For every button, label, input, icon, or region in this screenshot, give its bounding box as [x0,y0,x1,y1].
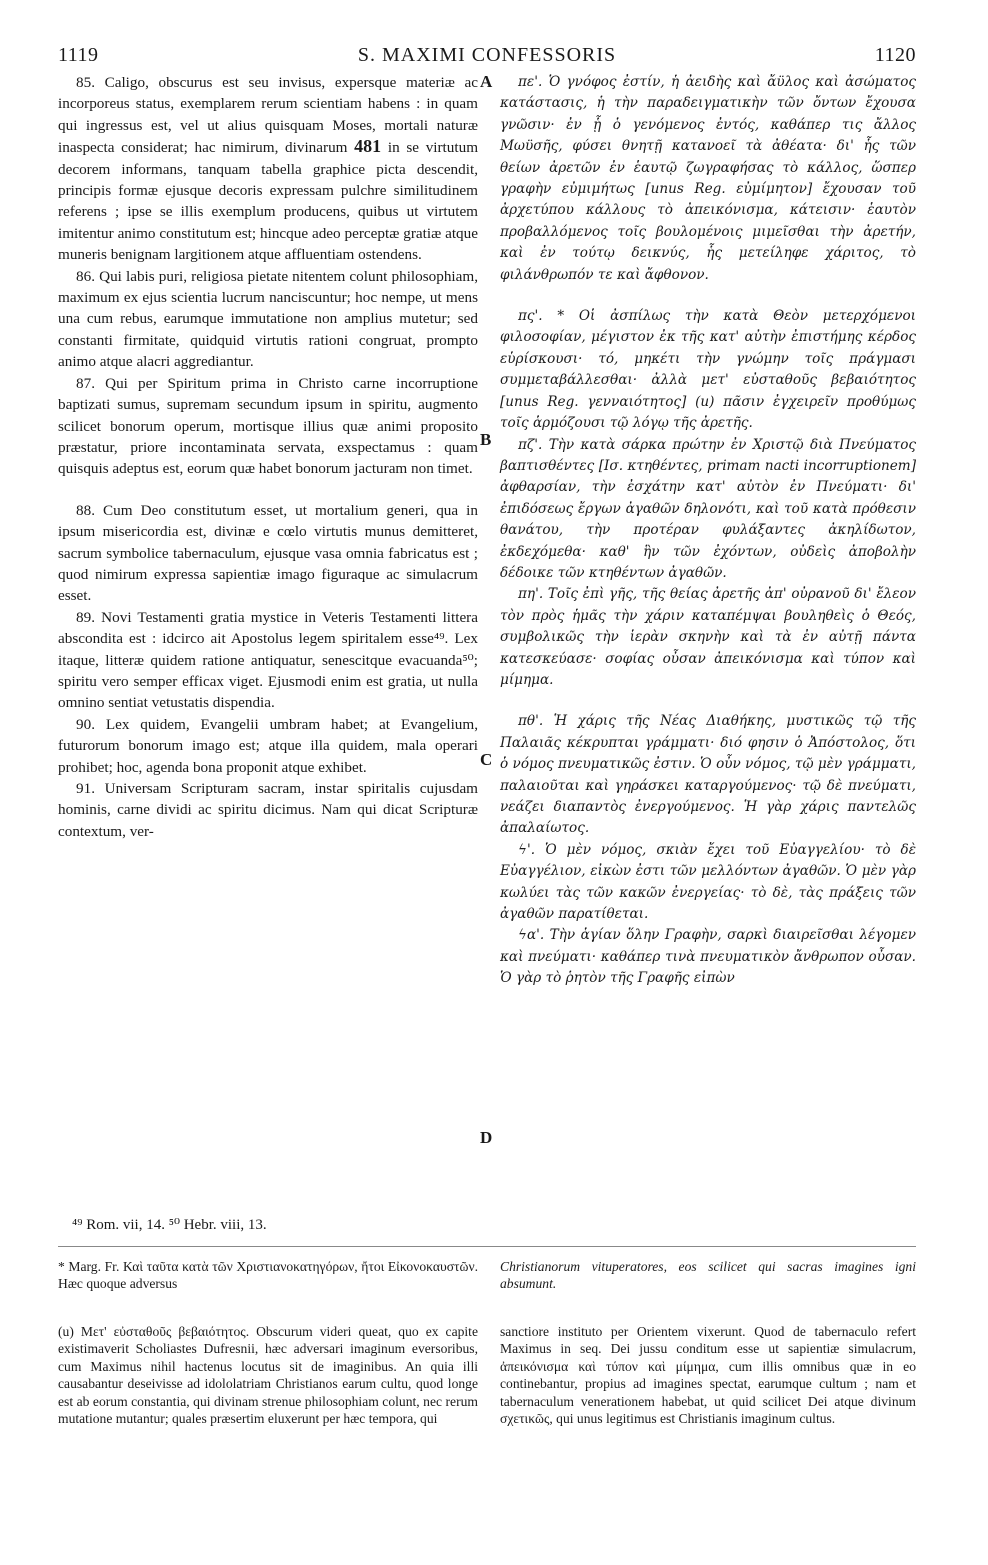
greek-paragraph-85: πε'. Ὁ γνόφος ἐστίν, ἡ ἀειδὴς καὶ ἄϋλος καὶ ἀσώματος κατάστασις, ἡ τὴν παραδειγματικὴν τῶν ὄντων ἔχουσα γνῶσιν· ἐν ᾗ ὁ γενόμενος ἐντός, καθάπερ τις ἄλλος Μωϋσῆς, φύσει θνητῇ κατανοεῖ τὰ ἀθέατα· δι' ἧς τῶν θείων ἀρετῶν ἐν ἑαυτῷ ζωγραφήσας τὸ κάλλος, ὥσπερ γραφὴν εὐμιμήτως [unus Reg. εὐμίμητον] ἔχουσαν τοῦ ἀρχετύπου κάλλους τὸ ἀπεικόνισμα, κάτεισιν· ἑαυτὸν προβαλλόμενος τοῖς βουλομένοις μιμεῖσθαι τὴν ἀρετήν, καὶ ἐν τούτῳ δεικνύς, ἧς μετείληφε χάριτος, τὸ φιλάνθρωπόν τε καὶ ἄφθονον. [500,74,916,283]
latin-paragraph-85: 85. Caligo, obscurus est seu invisus, expersque materiæ ac incorporeus status, exemplarem rerum scientiam habens : in quam qui ingressus est, vel ut alius quisquam Moses, mortali naturæ inaspecta considerat; hac nimirum, divinarum 481 in se virtutum decorem informans, tanquam tabella graphice picta descendit, principis formæ ejusque decoris expressam pulchre similitudinem referens ; ipse se illis exemplum producens, quibus ut virtutem imitentur animo constitutum est; hincque adeo perceptæ gratiæ atque muneris benignam largitionem atque affluentiam ostendens. [58,74,479,264]
greek-paragraph-90: ϟ'. Ὁ μὲν νόμος, σκιὰν ἔχει τοῦ Εὐαγγελίου· τὸ δὲ Εὐαγγέλιον, εἰκὼν ἐστι τῶν μελλόντων ἀγαθῶν. Ὁ μὲν γὰρ κωλύει τὰς τῶν κακῶν ἐνεργείας· τὸ δὲ, τὰς πράξεις τῶν ἀγαθῶν παρατίθεται. [500,841,916,923]
greek-paragraph-88: πη'. Τοῖς ἐπὶ γῆς, τῆς θείας ἀρετῆς ἀπ' οὐρανοῦ δι' ἔλεον τὸν πρὸς ἡμᾶς τὴν χάριν καταπέμψαι βουληθεὶς ὁ Θεός, συμβολικῶς τὴν ἱερὰν σκηνὴν καὶ τὰ ἐν αὐτῇ πάντα κατεσκεύασε· σοφίας οὖσαν ἀπεικόνισμα καὶ τύπον καὶ μίμημα. [500,586,916,688]
greek-paragraph-87: πζ'. Τὴν κατὰ σάρκα πρώτην ἐν Χριστῷ διὰ Πνεύματος βαπτισθέντες [Ισ. κτηθέντες, primam nacti incorruptionem] ἀφθαρσίαν, τὴν ἐσχάτην κατ' αὐτὸν ἐν Πνεύματι· δι' ἐπιδόσεως ἔργων ἀγαθῶν δηλονότι, καὶ τοῦ κατὰ πρόθεσιν θανάτου, τὴν προτέραν φυλάξαντες ἀκηλίδωτον, ἐκδεχόμεθα· καθ' ἣν τῶν ἐχόντων, οὐδεὶς ἀποβολὴν δέδοικε τῶν κτηθέντων ἀγαθῶν. [500,436,916,581]
note-u-left: (u) Μετ' εὐσταθοῦς βεβαιότητος. Obscurum videri queat, quo ex capite existimaverit Scholiastes Dufresnii, hæc adversari imaginum eversoribus, cum Maximus nihil hactenus locutus sit de imaginibus. An quia illi causabantur deseivisse ad idololatriam Christianos earum cultu, quod longe est ab eorum constantia, qui divinam strenue philosophiam colunt, nec rerum mutatione mutantur; quales præsertim eluxerunt per hæc tempora, qui [58,1324,478,1427]
scripture-references: ⁴⁹ Rom. vii, 14. ⁵⁰ Hebr. viii, 13. [72,1217,267,1233]
notes-separator [58,1246,916,1247]
latin-paragraph-86: 86. Qui labis puri, religiosa pietate nitentem colunt philosophiam, maximum ex ejus scientia lucrum nanciscuntur; hoc nempe, ut mens una cum rebus, earumque immutatione non amplius mutetur; sed constanti firmitate, quidquid virtutis rationi congruat, prompto animo atque alacri aggrediantur. [58,267,478,371]
latin-paragraph-91: 91. Universam Scripturam sacram, instar spiritalis cujusdam hominis, carne dividi ac spiritu dicimus. Nam qui dicat Scripturæ contextum, ver- [58,780,478,840]
latin-paragraph-89: 89. Novi Testamenti gratia mystice in Veteris Testamenti littera abscondita est : idcirco ait Apostolus legem spiritalem esse⁴⁹. Lex itaque, litteræ quidem ratione antiquatur, senescitque evacuanda⁵⁰; spiritu vero semper efficax viget. Ejusmodi enim est gratia, ut nulla omnino sentiat vetustatis dispendia. [58,608,478,712]
greek-paragraph-86: πς'. * Οἱ ἀσπίλως τὴν κατὰ Θεὸν μετερχόμενοι φιλοσοφίαν, μέγιστον ἐκ τῆς κατ' αὐτὴν ἐπιστήμης κέρδος εὑρίσκουσι· τό, μηκέτι τὴν γνώμην τοῖς πράγμασι συμμεταβάλλεσθαι· ἀλλὰ μετ' εὐσταθοῦς βεβαιότητος [unus Reg. γενναιότητος] (u) πᾶσιν ἐγχειρεῖν προθύμως τοῖς ἁρμόζουσι τῷ λόγῳ τῆς ἀρετῆς. [500,308,916,432]
latin-paragraph-87: 87. Qui per Spiritum prima in Christo carne incorruptione baptizati sumus, supremam secundum ipsum in spiritu, augmento scilicet bonorum operum, mortisque illius quæ animi proposito præstatur, priore incontaminata servata, exspectamus : quam quisquis adeptus est, eorum quæ habet bonorum jacturam non timet. [58,374,478,478]
margin-note-right: Christianorum vituperatores, eos scilicet qui sacras imagines igni absumunt. [500,1259,916,1292]
note-u-right: sanctiore instituto per Orientem vixerunt. Quod de tabernaculo refert Maximus in seq. Dei jussu conditum esse ut sapientiæ simulacrum, ἀπεικόνισμα καὶ τύπον καὶ μίμημα, cum illis omnibus quæ in eo continebantur, propius ad imagines spectat, earumque cultum ; nam et tabernaculum venerationem habebat, ut quid scilicet Dei atque divinum σχετικῶς, qui unus legitimus est Christianis imaginum cultus. [500,1324,916,1427]
latin-column [58,72,478,842]
latin-paragraph-88: 88. Cum Deo constitutum esset, ut mortalium generi, qua in ipsum misericordia est, divinæ e cœlo virtutis munus demitteret, sacrum symbolice tabernaculum, ejusque vasa omnia fabricatus est ; quod nimirum expressa sapientiæ imago figuraque ac simulacrum esset. [58,501,478,605]
margin-letter-b: B [480,430,492,449]
margin-letter-c: C [480,750,493,769]
column-number-marker: 481 [354,136,382,157]
page-header [58,44,916,72]
left-page-number: 1119 [58,44,99,66]
margin-letter-d: D [480,1128,493,1147]
latin-paragraph-90: 90. Lex quidem, Evangelii umbram habet; at Evangelium, futurorum bonorum imago est; atque illa quidem, mala operari prohibet; hoc, agenda bona proponit atque exhibet. [58,715,478,776]
greek-paragraph-91: ϟα'. Τὴν ἁγίαν ὅλην Γραφὴν, σαρκὶ διαιρεῖσθαι λέγομεν καὶ πνεύματι· καθάπερ τινὰ πνευματικὸν ἄνθρωπον οὖσαν. Ὁ γὰρ τὸ ῥητὸν τῆς Γραφῆς εἰπὼν [500,927,916,987]
right-page-number: 1120 [874,44,916,66]
running-title: S. MAXIMI CONFESSORIS [357,44,617,66]
greek-column [500,72,916,990]
margin-note-left: * Marg. Fr. Καὶ ταῦτα κατὰ τῶν Χριστιανοκατηγόρων, ἤτοι Εἰκονοκαυστῶν. Hæc quoque adversus [58,1259,478,1292]
margin-letter-a: A [480,72,493,91]
greek-paragraph-89: πθ'. Ἡ χάρις τῆς Νέας Διαθήκης, μυστικῶς τῷ τῆς Παλαιᾶς κέκρυπται γράμματι· διό φησιν ὁ Ἀπόστολος, ὅτι ὁ νόμος πνευματικῶς ἐστιν. Ὁ οὖν νόμος, τῷ μὲν γράμματι, παλαιοῦται καὶ γηράσκει καταργούμενος· τῷ δὲ πνεύματι, νεάζει διαπαντὸς ἐνεργούμενος. Ἡ γὰρ χάρις παντελῶς ἀπαλαίωτος. [500,713,916,837]
